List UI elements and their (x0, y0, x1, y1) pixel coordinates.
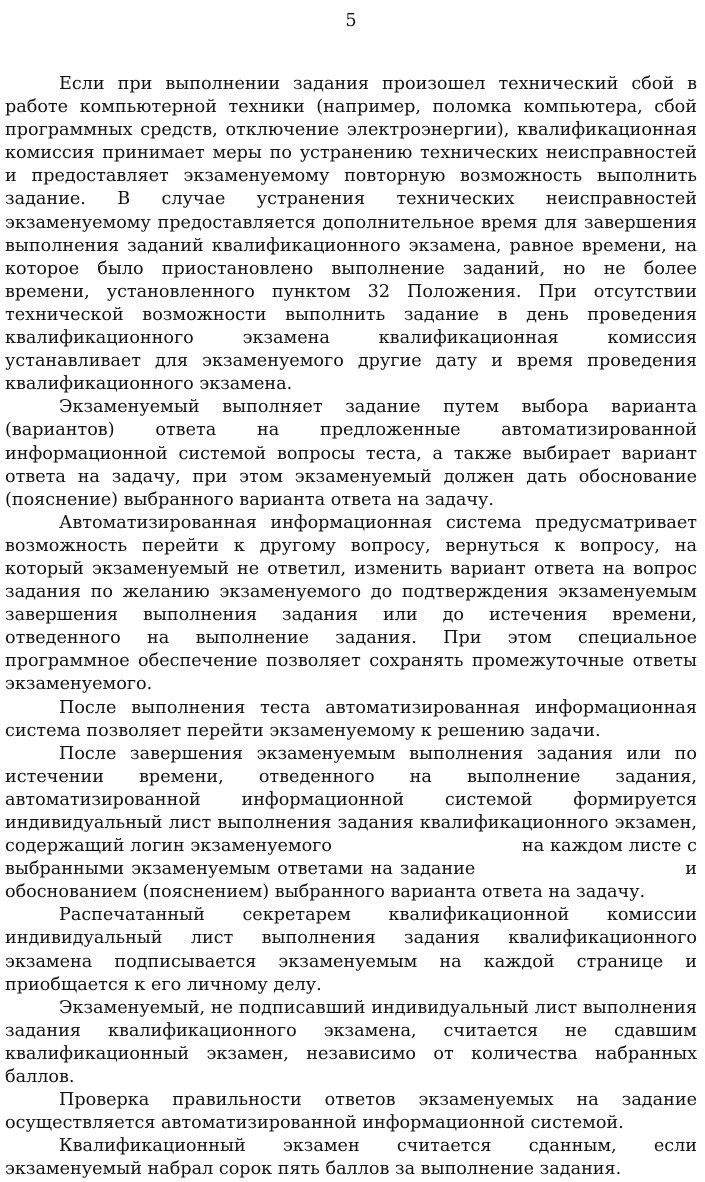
paragraph-printed-sheet: Распечатанный секретарем квалификационной комиссии индивидуальный лист выполнения задания квалификационного экзамена подписывается экзаменуемым на каждой странице и приобщается к его личному делу. (5, 905, 697, 995)
paragraph-answer-selection: Экзаменуемый выполняет задание путем выбора варианта (вариантов) ответа на предложенные автоматизированной информационной системой вопросы теста, а также выбирает вариант ответа на задачу, при этом экзаменуемый должен дать обоснование (пояснение) выбранного варианта ответа на задачу. (5, 397, 697, 510)
paragraph-answer-check: Проверка правильности ответов экзаменуемых на задание осуществляется автоматизированной информационной системой. (5, 1090, 697, 1134)
page-number: 5 (345, 11, 357, 31)
paragraph-pass-criteria: Квалификационный экзамен считается сданным, если экзаменуемый набрал сорок пять баллов за выполнение задания. (5, 1136, 697, 1180)
paragraph-navigation: Автоматизированная информационная система предусматривает возможность перейти к другому вопросу, вернуться к вопросу, на который экзаменуемый не ответил, изменить вариант ответа на вопрос задания по желанию экзаменуемого до подтверждения экзаменуемым завершения выполнения задания или до истечения времени, отведенного на выполнение задания. При этом специальное программное обеспечение позволяет сохранять промежуточные ответы экзаменуемого. (5, 512, 697, 695)
paragraph-individual-sheet-part3: и обоснованием (пояснением) выбранного варианта ответа на задачу. (5, 859, 697, 903)
paragraph-individual-sheet-part1: После завершения экзаменуемым выполнения задания или по истечении времени, отведенного на выполнение задания, автоматизированной информационной системой формируется индивидуальный лист выполнения задания квалификационного экзамен, содержащий логин экзаменуемого (5, 743, 697, 857)
document-page (5, 8, 697, 1182)
paragraph-individual-sheet-part2: на каждом листе с выбранными экзаменуемым ответами на задание (5, 836, 698, 880)
paragraph-individual-sheet (5, 743, 697, 905)
paragraph-after-test: После выполнения теста автоматизированная информационная система позволяет перейти экзаменуемому к решению задачи. (5, 697, 697, 741)
paragraph-technical-failure: Если при выполнении задания произошел технический сбой в работе компьютерной техники (например, поломка компьютера, сбой программных средств, отключение электроэнергии), квалификационная комиссия принимает меры по устранению технических неисправностей и предоставляет экзаменуемому повторную возможность выполнить задание. В случае устранения технических неисправностей экзаменуемому предоставляется дополнительное время для завершения выполнения заданий квалификационного экзамена, равное времени, на которое было приостановлено выполнение заданий, но не более времени, установленного пунктом 32 Положения. При отсутствии технической возможности выполнить задание в день проведения квалификационного экзамена квалификационная комиссия устанавливает для экзаменуемого другие дату и время проведения квалификационного экзамена. (5, 74, 697, 395)
paragraph-unsigned-sheet: Экзаменуемый, не подписавший индивидуальный лист выполнения задания квалификационного экзамена, считается не сдавшим квалификационный экзамен, независимо от количества набранных баллов. (5, 997, 697, 1088)
